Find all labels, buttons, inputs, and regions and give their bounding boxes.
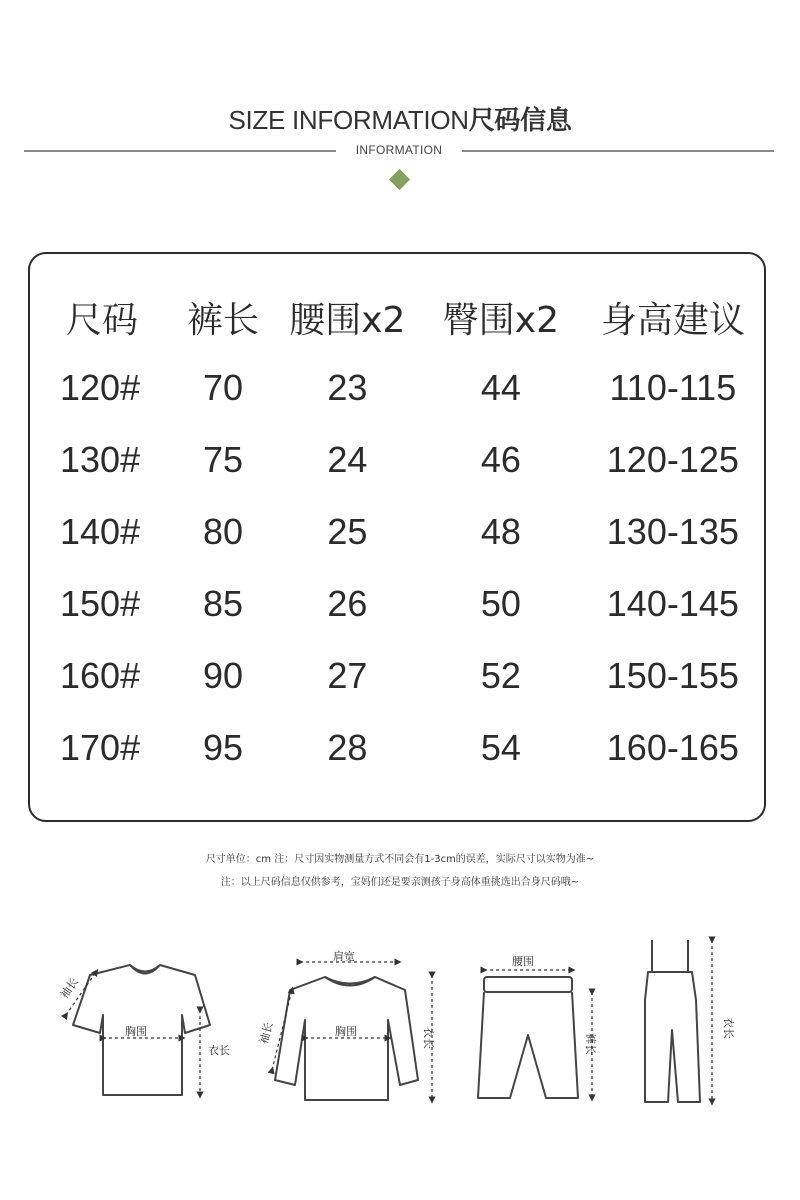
cell-size: 130# [60, 439, 141, 480]
label-sweater-chest: 胸围 [335, 1025, 357, 1038]
label-sweater-length: 衣长 [422, 1027, 435, 1049]
divider-right [462, 150, 774, 152]
cell-waist: 27 [327, 655, 368, 696]
divider-left [24, 150, 336, 152]
table-row [30, 352, 768, 424]
cell-hip: 48 [480, 511, 521, 552]
cell-size: 170# [60, 727, 141, 768]
overalls-diagram [645, 940, 700, 1102]
size-table [30, 254, 768, 784]
cell-size: 150# [60, 583, 141, 624]
cell-height: 120-125 [606, 439, 739, 480]
cell-waist: 26 [327, 583, 368, 624]
cell-height: 140-145 [606, 583, 739, 624]
page-subtitle: INFORMATION [355, 143, 443, 157]
cell-waist: 24 [327, 439, 368, 480]
label-tshirt-chest: 胸围 [125, 1025, 147, 1038]
cell-size: 140# [60, 511, 141, 552]
shorts-diagram [478, 977, 578, 1098]
cell-pants-length: 80 [203, 511, 244, 552]
table-row [30, 496, 768, 568]
cell-height: 130-135 [606, 511, 739, 552]
label-sweater-sleeve: 袖长 [257, 1020, 276, 1046]
label-shorts-length: 裤长 [584, 1033, 597, 1055]
cell-pants-length: 85 [203, 583, 244, 624]
cell-hip: 54 [480, 727, 521, 768]
cell-waist: 28 [327, 727, 368, 768]
label-overalls-length: 衣长 [722, 1017, 735, 1039]
note-unit: 尺寸单位：cm 注：尺寸因实物测量方式不同会有1-3cm的误差，实际尺寸以实物为准~ [205, 854, 595, 865]
cell-hip: 50 [480, 583, 521, 624]
col-header-size: 尺码 [66, 299, 139, 341]
cell-waist: 23 [327, 367, 368, 408]
diamond-ornament [389, 169, 410, 190]
table-row [30, 712, 768, 784]
note-reference: 注：以上尺码信息仅供参考，宝妈们还是要亲测孩子身高体重挑选出合身尺码哦~ [220, 877, 580, 888]
col-header-pants-length: 裤长 [187, 299, 260, 341]
cell-height: 160-165 [606, 727, 739, 768]
table-row [30, 424, 768, 496]
cell-hip: 46 [480, 439, 521, 480]
col-header-height: 身高建议 [600, 299, 745, 341]
cell-size: 120# [60, 367, 141, 408]
cell-waist: 25 [327, 511, 368, 552]
size-table-header [30, 254, 768, 352]
page-title-cn: 尺码信息 [468, 106, 572, 136]
cell-height: 110-115 [609, 367, 737, 408]
col-header-waist: 腰围x2 [289, 299, 406, 341]
label-tshirt-length: 衣长 [208, 1044, 230, 1057]
cell-pants-length: 70 [203, 367, 244, 408]
cell-hip: 52 [480, 655, 521, 696]
cell-pants-length: 95 [203, 727, 244, 768]
page-title [0, 100, 800, 137]
cell-height: 150-155 [606, 655, 739, 696]
label-sweater-shoulder: 肩宽 [333, 950, 355, 963]
col-header-hip: 臀围x2 [442, 299, 560, 341]
garment-diagrams [0, 930, 800, 1130]
cell-size: 160# [60, 655, 141, 696]
cell-pants-length: 75 [203, 439, 244, 480]
page-title-en: SIZE INFORMATION [228, 105, 469, 135]
cell-hip: 44 [480, 367, 521, 408]
size-chart-card [28, 252, 766, 822]
cell-pants-length: 90 [203, 655, 244, 696]
label-tshirt-sleeve: 袖长 [57, 975, 82, 1002]
garment-diagram-svg [0, 930, 800, 1130]
label-shorts-waist: 腰围 [512, 955, 534, 968]
table-row [30, 568, 768, 640]
table-row [30, 640, 768, 712]
